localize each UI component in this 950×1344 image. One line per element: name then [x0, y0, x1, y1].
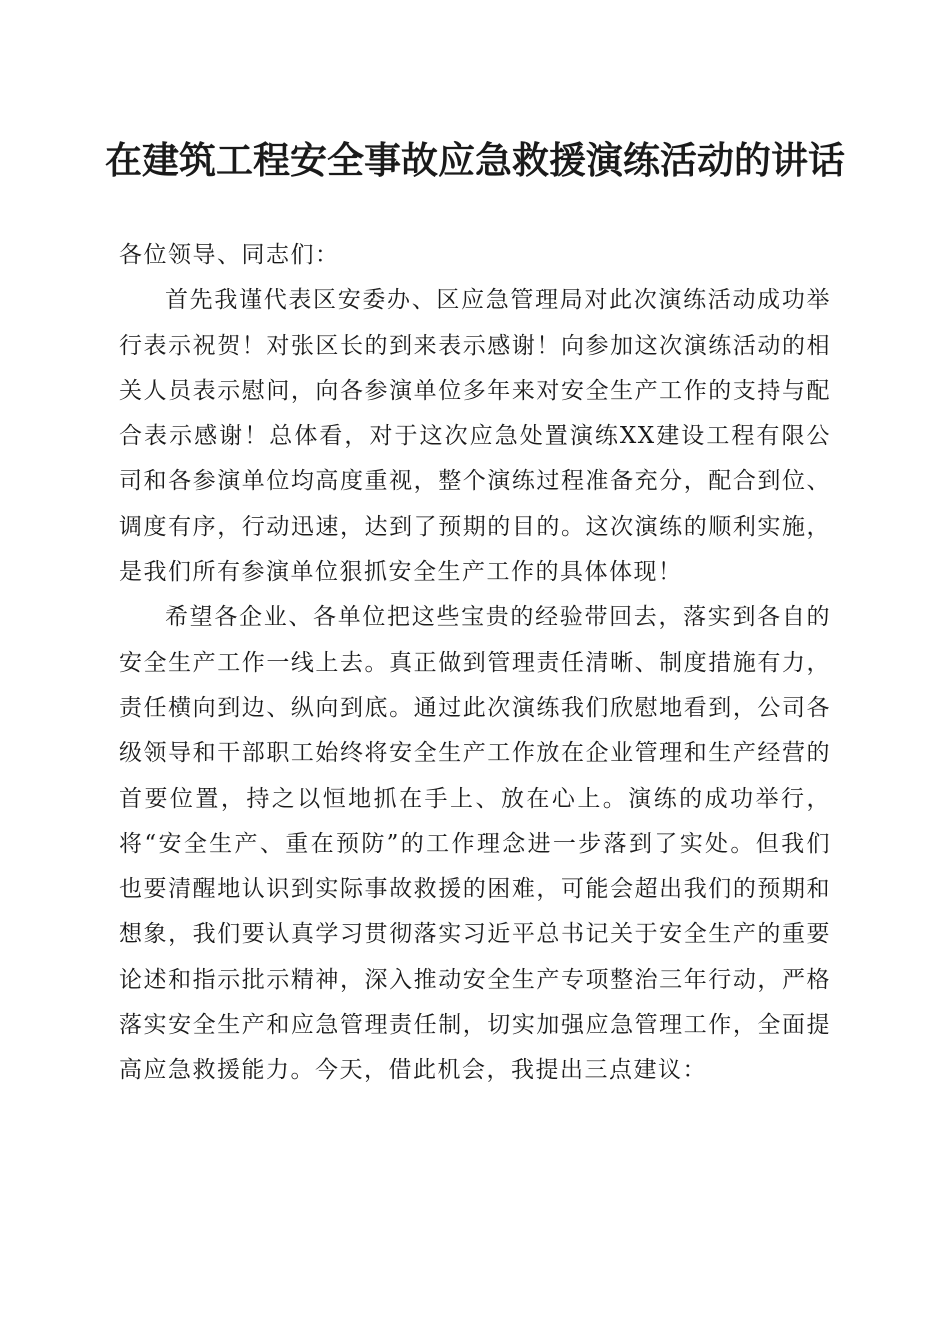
paragraph-1: 首先我谨代表区安委办、区应急管理局对此次演练活动成功举行表示祝贺！对张区长的到来表示感谢！向参加这次演练活动的相关人员表示慰问，向各参演单位多年来对安全生产工作的支持与配合表示感谢！总体看，对于这次应急处置演练XX建设工程有限公司和各参演单位均高度重视，整个演练过程准备充分，配合到位、调度有序，行动迅速，达到了预期的目的。这次演练的顺利实施，是我们所有参演单位狠抓安全生产工作的具体体现！ [119, 287, 831, 586]
paragraph-2: 希望各企业、各单位把这些宝贵的经验带回去，落实到各自的安全生产工作一线上去。真正做到管理责任清晰、制度措施有力，责任横向到边、纵向到底。通过此次演练我们欣慰地看到，公司各级领导和干部职工始终将安全生产工作放在企业管理和生产经营的首要位置，持之以恒地抓在手上、放在心上。演练的成功举行，将“安全生产、重在预防”的工作理念进一步落到了实处。但我们也要清醒地认识到实际事故救援的困难，可能会超出我们的预期和想象，我们要认真学习贯彻落实习近平总书记关于安全生产的重要论述和指示批示精神，深入推动安全生产专项整治三年行动，严格落实安全生产和应急管理责任制，切实加强应急管理工作，全面提高应急救援能力。今天，借此机会，我提出三点建议： [119, 604, 831, 1084]
salutation: 各位领导、同志们： [119, 242, 340, 268]
document-title: 在建筑工程安全事故应急救援演练活动的讲话 [105, 138, 845, 182]
document-body [119, 233, 831, 1094]
